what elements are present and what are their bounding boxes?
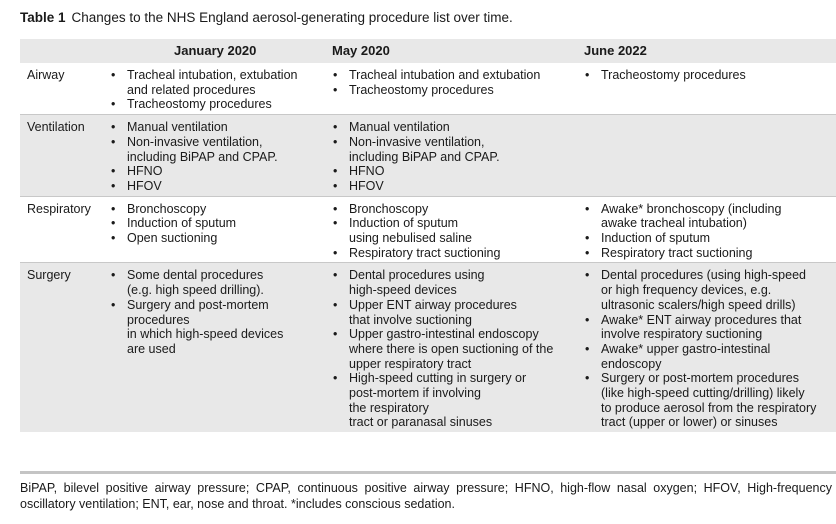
cell-june-2022 <box>578 196 836 263</box>
table-caption <box>20 10 513 25</box>
list-item-text: • Surgery and post-mortem <box>127 297 269 312</box>
row-category: Ventilation <box>20 115 104 197</box>
list-item-text: using nebulised saline <box>349 231 473 246</box>
list-item-text: • HFNO <box>349 164 385 179</box>
procedure-list <box>326 202 578 261</box>
cell-january-2020 <box>104 63 326 115</box>
cell-january-2020 <box>104 115 326 197</box>
list-item <box>326 246 578 261</box>
cell-may-2020 <box>326 115 578 197</box>
list-item-text: • Non-invasive ventilation, <box>349 134 485 149</box>
list-item-text: are used <box>127 341 176 356</box>
list-item <box>578 246 836 261</box>
procedure-list <box>104 120 326 194</box>
list-item-text: involve respiratory suctioning <box>601 327 763 342</box>
list-item <box>578 68 836 83</box>
list-item <box>578 231 836 246</box>
list-item <box>578 268 836 312</box>
list-item-text: • HFOV <box>127 178 162 193</box>
list-item <box>326 216 578 245</box>
list-item-text: • Surgery or post-mortem procedures <box>601 371 799 386</box>
list-item <box>104 268 326 297</box>
list-item-text: • Open suctioning <box>127 231 218 246</box>
list-item-text: • Tracheostomy procedures <box>601 68 746 82</box>
list-item <box>104 135 326 164</box>
list-item-text: • Manual ventilation <box>127 120 228 135</box>
cell-june-2022 <box>578 63 836 115</box>
list-item <box>326 135 578 164</box>
cell-may-2020 <box>326 196 578 263</box>
list-item-text: • Dental procedures (using high-speed <box>601 268 806 283</box>
list-item-text: including BiPAP and CPAP. <box>349 149 500 164</box>
list-item <box>578 313 836 342</box>
table-header-row <box>20 39 836 63</box>
list-item-text: (like high-speed cutting/drilling) likely <box>601 386 805 401</box>
list-item-text: upper respiratory tract <box>349 356 472 371</box>
procedure-list <box>578 268 836 430</box>
procedure-list <box>104 68 326 112</box>
list-item <box>326 83 578 98</box>
list-item-text: • Tracheostomy procedures <box>127 97 272 112</box>
cell-january-2020 <box>104 196 326 263</box>
list-item-text: • Upper gastro-intestinal endoscopy <box>349 327 539 342</box>
cell-may-2020 <box>326 263 578 432</box>
list-item <box>104 298 326 357</box>
row-category: Respiratory <box>20 196 104 263</box>
list-item-text: • Non-invasive ventilation, <box>127 134 263 149</box>
list-item-text: • Tracheostomy procedures <box>349 82 494 97</box>
list-item-text: • Tracheal intubation and extubation <box>349 68 541 82</box>
table-row <box>20 115 836 197</box>
list-item-text: • Tracheal intubation, extubation <box>127 68 298 82</box>
table-row <box>20 196 836 263</box>
list-item-text: that involve suctioning <box>349 312 472 327</box>
table-row <box>20 63 836 115</box>
list-item <box>104 216 326 231</box>
list-item-text: • Induction of sputum <box>127 216 237 231</box>
list-item-text: • Some dental procedures <box>127 268 264 283</box>
procedure-list <box>578 68 836 83</box>
list-item <box>104 97 326 112</box>
procedure-list <box>578 202 836 261</box>
column-header-category <box>20 39 104 63</box>
table-bottom-rule <box>20 471 836 474</box>
procedure-list <box>326 268 578 430</box>
column-header-june-2022: June 2022 <box>578 39 836 63</box>
list-item-text: to produce aerosol from the respiratory <box>601 400 817 415</box>
procedure-list <box>104 202 326 246</box>
list-item-text: • Awake* ENT airway procedures that <box>601 312 802 327</box>
list-item-text: ultrasonic scalers/high speed drills) <box>601 297 796 312</box>
list-item-text: • Manual ventilation <box>349 120 450 135</box>
list-item <box>104 68 326 97</box>
list-item <box>326 268 578 297</box>
list-item-text: awake tracheal intubation) <box>601 216 747 231</box>
list-item <box>326 120 578 135</box>
list-item-text: endoscopy <box>601 356 662 371</box>
list-item-text: tract (upper or lower) or sinuses <box>601 415 778 430</box>
list-item-text: • Induction of sputum <box>349 216 459 231</box>
list-item-text: • HFNO <box>127 164 163 179</box>
list-item-text: • Upper ENT airway procedures <box>349 297 517 312</box>
list-item-text: • High-speed cutting in surgery or <box>349 371 527 386</box>
list-item <box>326 68 578 83</box>
list-item <box>104 202 326 217</box>
list-item-text: where there is open suctioning of the <box>349 341 554 356</box>
list-item <box>104 120 326 135</box>
table-row <box>20 263 836 432</box>
list-item-text: including BiPAP and CPAP. <box>127 149 278 164</box>
list-item <box>104 164 326 179</box>
list-item-text: post-mortem if involving <box>349 386 481 401</box>
list-item-text: tract or paranasal sinuses <box>349 415 493 430</box>
cell-january-2020 <box>104 263 326 432</box>
list-item-text: • Awake* bronchoscopy (including <box>601 201 782 216</box>
column-header-january-2020: January 2020 <box>104 39 326 63</box>
list-item-text: high-speed devices <box>349 283 457 298</box>
list-item-text: and related procedures <box>127 82 256 97</box>
list-item-text: in which high-speed devices <box>127 327 284 342</box>
procedure-list <box>326 68 578 97</box>
cell-june-2022 <box>578 263 836 432</box>
table-footnote: BiPAP, bilevel positive airway pressure; CPAP, continuous positive airway pressure; HFNO, high-flow nasal oxygen; HFOV, High-frequency oscillatory ventilation; ENT, ear, nose and throat. *includes conscious sedation. <box>20 481 832 511</box>
list-item <box>326 202 578 217</box>
column-header-may-2020: May 2020 <box>326 39 578 63</box>
list-item <box>326 371 578 430</box>
list-item-text: • Induction of sputum <box>601 231 711 246</box>
row-category: Surgery <box>20 263 104 432</box>
procedure-list <box>104 268 326 356</box>
list-item-text: or high frequency devices, e.g. <box>601 283 772 298</box>
cell-may-2020 <box>326 63 578 115</box>
procedure-list <box>326 120 578 194</box>
list-item-text: • Awake* upper gastro-intestinal <box>601 341 771 356</box>
list-item <box>326 179 578 194</box>
row-category: Airway <box>27 68 65 82</box>
list-item-text: • Dental procedures using <box>349 268 485 283</box>
list-item <box>578 371 836 430</box>
list-item-text: • Bronchoscopy <box>349 201 429 216</box>
list-item <box>578 342 836 371</box>
list-item-text: • HFOV <box>349 178 384 193</box>
list-item <box>326 164 578 179</box>
table-title: Changes to the NHS England aerosol-generating procedure list over time. <box>71 10 513 25</box>
cell-june-2022 <box>578 115 836 197</box>
list-item-text: procedures <box>127 312 190 327</box>
list-item-text: • Respiratory tract suctioning <box>601 245 753 260</box>
aerosol-procedure-table <box>20 39 836 432</box>
table-number: Table 1 <box>20 10 66 25</box>
list-item <box>326 298 578 327</box>
list-item-text: the respiratory <box>349 400 429 415</box>
list-item-text: (e.g. high speed drilling). <box>127 283 264 298</box>
list-item-text: • Respiratory tract suctioning <box>349 245 501 260</box>
list-item <box>104 179 326 194</box>
list-item <box>104 231 326 246</box>
list-item-text: • Bronchoscopy <box>127 201 207 216</box>
list-item <box>326 327 578 371</box>
list-item <box>578 202 836 231</box>
